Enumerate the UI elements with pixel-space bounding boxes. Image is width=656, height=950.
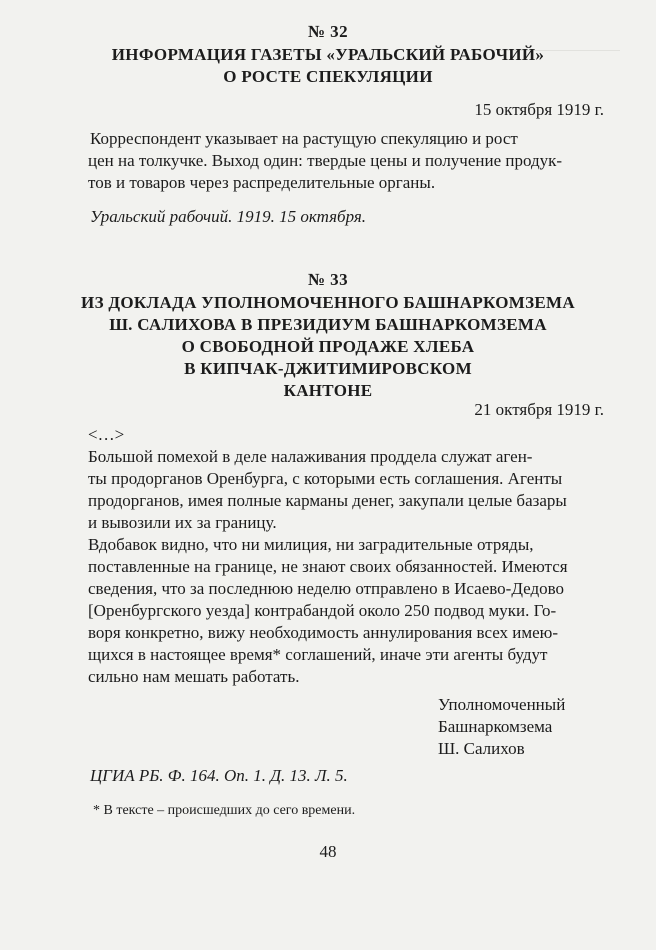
doc33-date: 21 октября 1919 г. — [474, 400, 604, 419]
doc33-p1-line: продорганов, имея полные карманы денег, закупали целые базары — [88, 491, 567, 510]
doc33-p2-line: щихся в настоящее время* соглашений, иначе эти агенты будут — [88, 645, 548, 664]
doc32-body-line: Корреспондент указывает на растущую спекуляцию и рост — [90, 129, 518, 148]
doc32-body — [90, 128, 603, 194]
doc33-title-line: Ш. САЛИХОВА В ПРЕЗИДИУМ БАШНАРКОМЗЕМА — [109, 315, 547, 334]
doc33-p2-line: Вдобавок видно, что ни милиция, ни заградительные отряды, — [88, 535, 534, 554]
doc33-p2-line: поставленные на границе, не знают своих обязанностей. Имеются — [88, 557, 568, 576]
doc33-ellipsis: <…> — [88, 425, 125, 444]
doc32-number: № 32 — [307, 22, 349, 41]
doc33-source: ЦГИА РБ. Ф. 164. Оп. 1. Д. 13. Л. 5. — [90, 766, 348, 785]
doc33-title-line: В КИПЧАК-ДЖИТИМИРОВСКОМ — [184, 359, 472, 378]
doc32-body-line: тов и товаров через распределительные органы. — [88, 173, 436, 192]
doc33-title-line: О СВОБОДНОЙ ПРОДАЖЕ ХЛЕБА — [181, 337, 475, 356]
doc33-p2-line: сведения, что за последнюю неделю отправлено в Исаево-Дедово — [88, 579, 565, 598]
signature-line: Ш. Салихов — [438, 739, 525, 758]
doc33-p1-line: и вывозили их за границу. — [88, 513, 277, 532]
doc33-title-line: ИЗ ДОКЛАДА УПОЛНОМОЧЕННОГО БАШНАРКОМЗЕМА — [81, 293, 575, 312]
doc33-footnote: * В тексте – происшедших до сего времени. — [93, 803, 356, 818]
doc32-date: 15 октября 1919 г. — [474, 100, 604, 119]
doc33-p1-line: Большой помехой в деле налаживания проддела служат аген- — [88, 447, 533, 466]
signature-line: Башнаркомзема — [438, 717, 553, 736]
doc33-p1-line: ты продорганов Оренбурга, с которыми есть соглашения. Агенты — [88, 469, 563, 488]
doc33-p2-line: [Оренбургского уезда] контрабандой около 250 подвод муки. Го- — [88, 601, 557, 620]
doc33-signature — [438, 694, 565, 760]
doc33-number: № 33 — [307, 270, 349, 289]
doc33-title — [40, 292, 616, 402]
page-number: 48 — [319, 842, 337, 861]
doc33-paragraph-1 — [88, 446, 603, 534]
doc33-p2-line: сильно нам мешать работать. — [88, 667, 300, 686]
signature-line: Уполномоченный — [438, 695, 566, 714]
doc32-source: Уральский рабочий. 1919. 15 октября. — [90, 207, 366, 226]
doc32-title — [40, 44, 616, 88]
doc32-body-line: цен на толкучке. Выход один: твердые цены и получение продук- — [88, 151, 563, 170]
doc33-paragraph-2 — [88, 534, 603, 688]
doc32-title-line: ИНФОРМАЦИЯ ГАЗЕТЫ «УРАЛЬСКИЙ РАБОЧИЙ» — [111, 45, 545, 64]
doc32-title-line: О РОСТЕ СПЕКУЛЯЦИИ — [223, 67, 433, 86]
doc33-p2-line: воря конкретно, вижу необходимость аннулирования всех имею- — [88, 623, 559, 642]
doc33-title-line: КАНТОНЕ — [283, 381, 373, 400]
